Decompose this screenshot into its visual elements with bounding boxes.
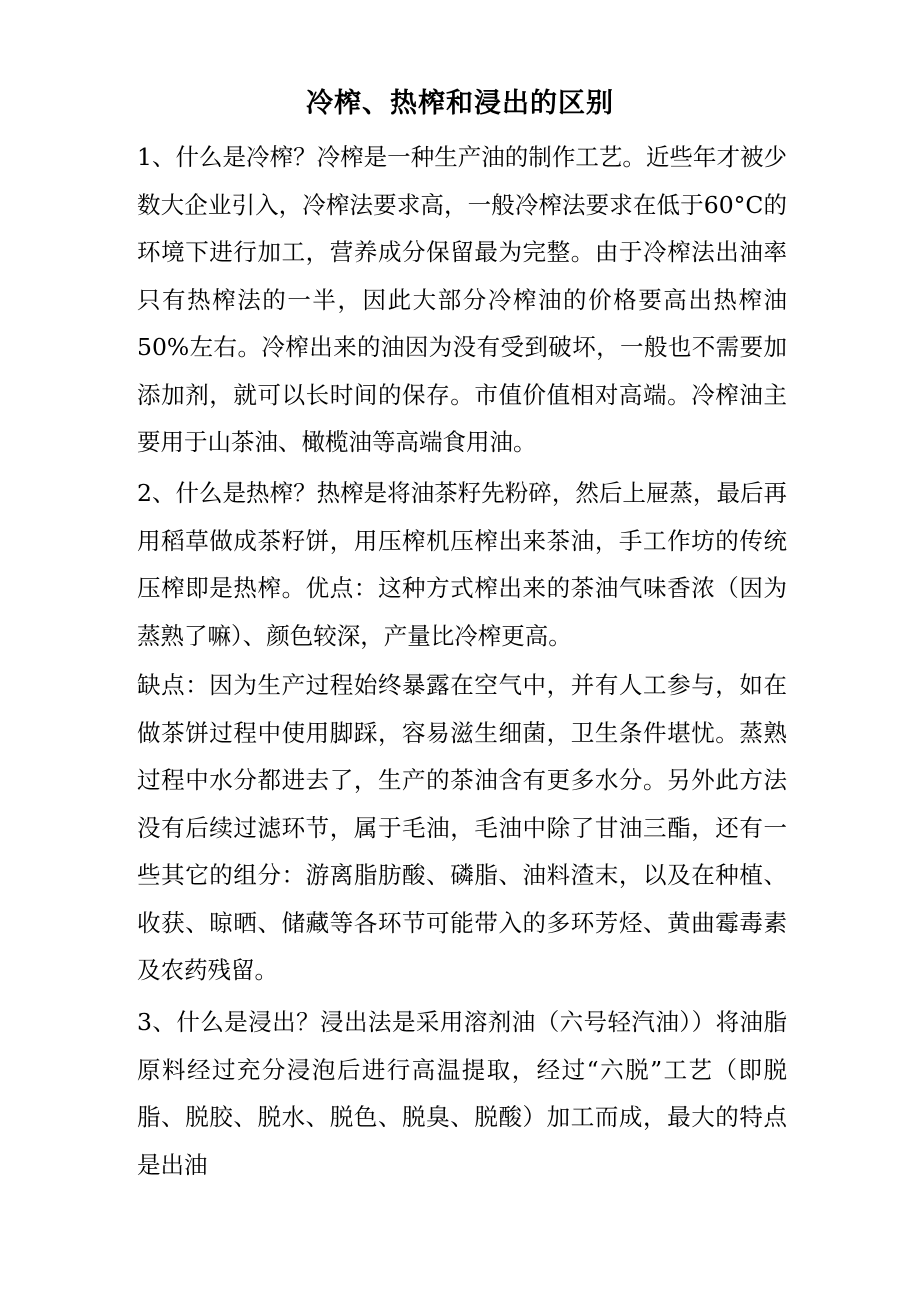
paragraph-hot-press-drawbacks: 缺点：因为生产过程始终暴露在空气中，并有人工参与，如在做茶饼过程中使用脚踩，容易滋生细菌，卫生条件堪忧。蒸熟过程中水分都进去了，生产的茶油含有更多水分。另外此方法没有后续过滤环节，属于毛油，毛油中除了甘油三酯，还有一些其它的组分：游离脂肪酸、磷脂、油料渣末，以及在种植、收获、晾晒、储藏等各环节可能带入的多环芳烃、黄曲霉毒素及农药残留。: [137, 671, 787, 984]
paragraph-cold-press: 1、什么是冷榨？冷榨是一种生产油的制作工艺。近些年才被少数大企业引入，冷榨法要求高，一般冷榨法要求在低于60°C的环境下进行加工，营养成分保留最为完整。由于冷榨法出油率只有热榨法的一半，因此大部分冷榨油的价格要高出热榨油50%左右。冷榨出来的油因为没有受到破坏，一般也不需要加添加剂，就可以长时间的保存。市值价值相对高端。冷榨油主要用于山茶油、橄榄油等高端食用油。: [137, 143, 787, 456]
paragraph-solvent-extraction: 3、什么是浸出？浸出法是采用溶剂油（六号轻汽油））将油脂原料经过充分浸泡后进行高温提取，经过“六脱”工艺（即脱脂、脱胶、脱水、脱色、脱臭、脱酸）加工而成，最大的特点是出油: [137, 1008, 787, 1179]
paragraph-hot-press: 2、什么是热榨？热榨是将油茶籽先粉碎，然后上屉蒸，最后再用稻草做成茶籽饼，用压榨机压榨出来茶油，手工作坊的传统压榨即是热榨。优点：这种方式榨出来的茶油气味香浓（因为蒸熟了嘛）、颜色较深，产量比冷榨更高。: [137, 479, 787, 650]
document-title: 冷榨、热榨和浸出的区别: [306, 88, 614, 119]
